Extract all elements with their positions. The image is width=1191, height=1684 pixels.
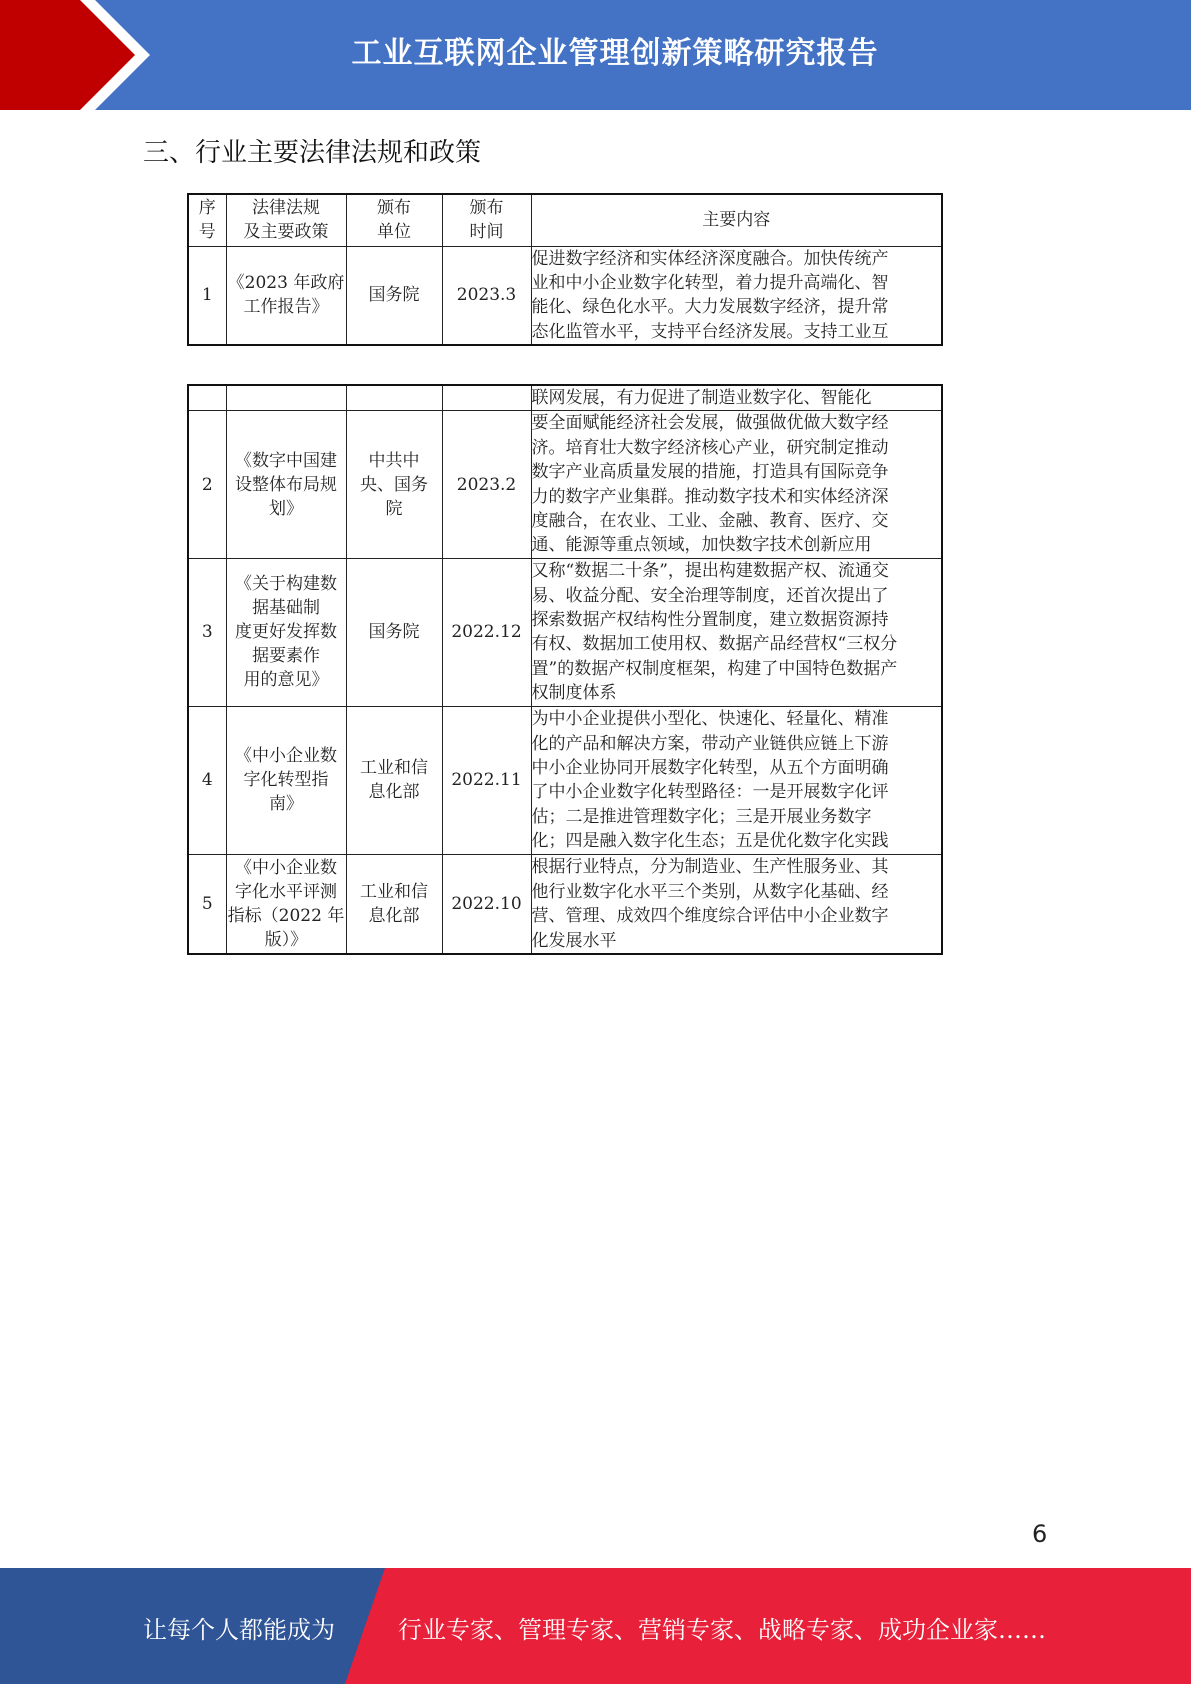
report-title: 工业互联网企业管理创新策略研究报告 [351,36,879,71]
header-no: 序 号 [188,194,226,246]
table-header-row [188,194,942,246]
row-no: 3 [188,558,226,706]
table-row [188,558,942,706]
row-time: 2022.10 [442,854,531,954]
row-content: 要全面赋能经济社会发展，做强做优做大数字经 济。培育壮大数字经济核心产业，研究制定推动 数字产业高质量发展的措施，打造具有国际竞争 力的数字产业集群。推动数字技术和实体经济深 度融合，在农业、工业、金融、教育、医疗、交 通、能源等重点领域，加快数字技术创新应用 [531,411,942,558]
row-time: 2022.12 [442,558,531,706]
row-no: 4 [188,706,226,854]
row-content: 为中小企业提供小型化、快速化、轻量化、精准 化的产品和解决方案，带动产业链供应链上下游 中小企业协同开展数字化转型，从五个方面明确 了中小企业数字化转型路径：一是开展数字化评 估；二是推进管理数字化；三是开展业务数字 化；四是融入数字化生态；五是优化数字化实践 [531,706,942,854]
row-no: 1 [188,246,226,345]
row-name: 《2023 年政府 工作报告》 [226,246,346,345]
row-unit: 国务院 [346,558,442,706]
header-time: 颁布 时间 [442,194,531,246]
row-unit: 国务院 [346,246,442,345]
row-unit: 中共中 央、国务 院 [346,411,442,558]
table-row [188,854,942,954]
row-content: 联网发展，有力促进了制造业数字化、智能化 [531,385,942,411]
header-name: 法律法规 及主要政策 [226,194,346,246]
table-row-continuation [188,385,942,411]
row-no: 2 [188,411,226,558]
table-row [188,411,942,558]
page-header [0,0,1191,110]
row-no: 5 [188,854,226,954]
row-unit: 工业和信 息化部 [346,854,442,954]
row-content: 根据行业特点，分为制造业、生产性服务业、其 他行业数字化水平三个类别，从数字化基础、经 营、管理、成效四个维度综合评估中小企业数字 化发展水平 [531,854,942,954]
row-content: 又称“数据二十条”，提出构建数据产权、流通交 易、收益分配、安全治理等制度，还首次提出了 探索数据产权结构性分置制度，建立数据资源持 有权、数据加工使用权、数据产品经营权“三权分 置”的数据产权制度框架，构建了中国特色数据产 权制度体系 [531,558,942,706]
table-row [188,706,942,854]
row-name: 《关于构建数 据基础制 度更好发挥数 据要素作 用的意见》 [226,558,346,706]
table-row [188,246,942,345]
page-number: 6 [1032,1520,1048,1548]
section-heading: 三、行业主要法律法规和政策 [143,138,482,168]
footer-slogan-left: 让每个人都能成为 [143,1616,335,1644]
row-name: 《数字中国建 设整体布局规 划》 [226,411,346,558]
row-content: 促进数字经济和实体经济深度融合。加快传统产 业和中小企业数字化转型，着力提升高端化、智 能化、绿色化水平。大力发展数字经济，提升常 态化监管水平，支持平台经济发展。支持工业互 [531,246,942,345]
footer-slogan-right: 行业专家、管理专家、营销专家、战略专家、成功企业家…… [398,1616,1046,1644]
policy-table-part-1 [187,193,943,346]
row-name: 《中小企业数 字化水平评测 指标（2022 年 版）》 [226,854,346,954]
row-time: 2023.3 [442,246,531,345]
header-unit: 颁布 单位 [346,194,442,246]
row-time: 2023.2 [442,411,531,558]
row-name: 《中小企业数 字化转型指 南》 [226,706,346,854]
header-content: 主要内容 [531,194,942,246]
row-time: 2022.11 [442,706,531,854]
policy-table-part-2 [187,384,943,955]
row-unit: 工业和信 息化部 [346,706,442,854]
